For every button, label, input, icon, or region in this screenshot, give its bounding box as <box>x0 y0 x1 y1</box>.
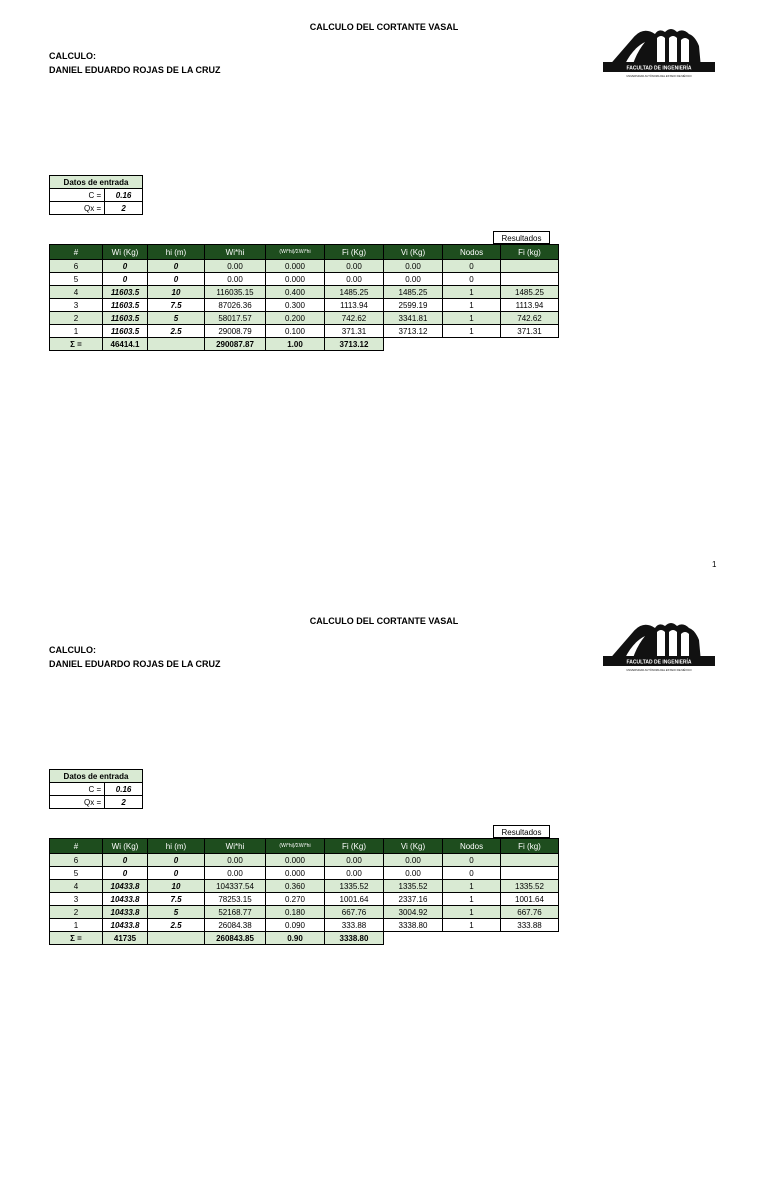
col-header: hi (m) <box>148 245 205 260</box>
table-cell: 1113.94 <box>501 299 559 312</box>
faculty-logo <box>603 618 715 674</box>
table-cell: 0 <box>443 273 501 286</box>
table-cell: 2.5 <box>148 325 205 338</box>
table-cell: 0.00 <box>325 854 384 867</box>
table-cell: 10433.8 <box>103 880 148 893</box>
col-header: Wi (Kg) <box>103 245 148 260</box>
table-cell: 1335.52 <box>325 880 384 893</box>
qx-value: 2 <box>105 796 143 809</box>
table-row <box>50 312 559 325</box>
table-cell: 1 <box>443 286 501 299</box>
table-cell: 0.00 <box>205 867 266 880</box>
table-cell: 0 <box>103 260 148 273</box>
table-cell: 3338.80 <box>384 919 443 932</box>
col-header: Nodos <box>443 839 501 854</box>
qx-label: Qx = <box>50 202 105 215</box>
table-cell: 5 <box>50 273 103 286</box>
table-cell: 10 <box>148 880 205 893</box>
table-row <box>50 260 559 273</box>
table-cell: 2 <box>50 906 103 919</box>
sum-cell <box>148 932 205 945</box>
table-cell: 10 <box>148 286 205 299</box>
logo-text: FACULTAD DE INGENIERÍA <box>626 659 692 666</box>
table-cell: 2.5 <box>148 919 205 932</box>
table-cell: 5 <box>50 867 103 880</box>
logo-text: FACULTAD DE INGENIERÍA <box>626 65 692 72</box>
c-label: C = <box>50 783 105 796</box>
empty-cell <box>501 932 559 945</box>
col-header: (Wi*hi)/ΣWi*hi <box>266 245 325 260</box>
empty-cell <box>384 932 443 945</box>
sum-cell: 0.90 <box>266 932 325 945</box>
table-cell: 29008.79 <box>205 325 266 338</box>
table-cell: 78253.15 <box>205 893 266 906</box>
empty-cell <box>443 338 501 351</box>
table-cell: 742.62 <box>501 312 559 325</box>
table-cell: 0.360 <box>266 880 325 893</box>
table-cell: 7.5 <box>148 299 205 312</box>
table-row <box>50 867 559 880</box>
table-cell: 7.5 <box>148 893 205 906</box>
table-cell: 1335.52 <box>501 880 559 893</box>
table-cell: 1335.52 <box>384 880 443 893</box>
results-header: Resultados <box>493 231 550 244</box>
table-cell: 667.76 <box>325 906 384 919</box>
table-cell: 1113.94 <box>325 299 384 312</box>
col-header: Fi (kg) <box>501 245 559 260</box>
table-row <box>50 906 559 919</box>
table-cell: 0 <box>103 273 148 286</box>
col-header: Fi (kg) <box>501 839 559 854</box>
table-cell: 0 <box>443 867 501 880</box>
table-row <box>50 893 559 906</box>
input-data-table <box>49 769 143 809</box>
author-name: DANIEL EDUARDO ROJAS DE LA CRUZ <box>49 659 221 669</box>
table-cell: 2 <box>50 312 103 325</box>
table-cell: 0.270 <box>266 893 325 906</box>
page-number: 1 <box>712 560 717 569</box>
col-header: Wi*hi <box>205 839 266 854</box>
table-cell: 4 <box>50 286 103 299</box>
shear-table <box>49 244 559 351</box>
table-cell: 6 <box>50 854 103 867</box>
table-cell: 333.88 <box>325 919 384 932</box>
faculty-logo <box>603 24 715 80</box>
table-cell: 104337.54 <box>205 880 266 893</box>
c-value: 0.16 <box>105 783 143 796</box>
table-cell: 0.000 <box>266 260 325 273</box>
table-cell: 10433.8 <box>103 906 148 919</box>
table-cell: 0.000 <box>266 867 325 880</box>
col-header: (Wi*hi)/ΣWi*hi <box>266 839 325 854</box>
table-cell: 4 <box>50 880 103 893</box>
sum-cell <box>148 338 205 351</box>
sum-cell: Σ = <box>50 932 103 945</box>
table-cell: 1485.25 <box>501 286 559 299</box>
sum-cell: 3338.80 <box>325 932 384 945</box>
table-cell: 0.000 <box>266 854 325 867</box>
table-cell: 0.300 <box>266 299 325 312</box>
table-cell: 1001.64 <box>325 893 384 906</box>
table-cell: 0.00 <box>384 867 443 880</box>
col-header: Nodos <box>443 245 501 260</box>
table-cell: 0.00 <box>205 854 266 867</box>
col-header: Fi (Kg) <box>325 839 384 854</box>
table-cell: 3004.92 <box>384 906 443 919</box>
table-cell: 1 <box>443 325 501 338</box>
table-cell: 0.00 <box>384 260 443 273</box>
table-cell: 0.00 <box>325 273 384 286</box>
table-cell <box>501 854 559 867</box>
sum-cell: 290087.87 <box>205 338 266 351</box>
table-cell: 1485.25 <box>325 286 384 299</box>
table-cell: 371.31 <box>501 325 559 338</box>
col-header: Fi (Kg) <box>325 245 384 260</box>
table-cell: 0.00 <box>384 854 443 867</box>
sum-cell: 41735 <box>103 932 148 945</box>
table-cell: 5 <box>148 312 205 325</box>
table-cell: 5 <box>148 906 205 919</box>
sum-cell: 3713.12 <box>325 338 384 351</box>
table-cell: 1485.25 <box>384 286 443 299</box>
calc-label: CALCULO: <box>49 51 96 61</box>
table-cell: 0.000 <box>266 273 325 286</box>
table-cell: 0.090 <box>266 919 325 932</box>
c-value: 0.16 <box>105 189 143 202</box>
table-row <box>50 854 559 867</box>
logo-subtext: UNIVERSIDAD AUTÓNOMA DEL ESTADO DE MÉXICO <box>626 669 692 672</box>
table-cell: 2337.16 <box>384 893 443 906</box>
sum-row <box>50 338 559 351</box>
table-cell: 11603.5 <box>103 325 148 338</box>
table-cell: 0 <box>103 867 148 880</box>
table-cell: 10433.8 <box>103 919 148 932</box>
input-data-table <box>49 175 143 215</box>
table-cell: 371.31 <box>325 325 384 338</box>
table-cell: 333.88 <box>501 919 559 932</box>
table-row <box>50 880 559 893</box>
input-header: Datos de entrada <box>50 176 143 189</box>
table-cell: 1 <box>50 919 103 932</box>
table-cell: 1 <box>443 906 501 919</box>
shear-table <box>49 838 559 945</box>
table-cell: 1 <box>443 299 501 312</box>
table-cell: 0.00 <box>205 273 266 286</box>
table-cell: 0.00 <box>325 260 384 273</box>
table-cell: 1 <box>50 325 103 338</box>
page-title: CALCULO DEL CORTANTE VASAL <box>309 22 459 32</box>
author-name: DANIEL EDUARDO ROJAS DE LA CRUZ <box>49 65 221 75</box>
table-cell: 58017.57 <box>205 312 266 325</box>
sum-cell: 260843.85 <box>205 932 266 945</box>
table-cell: 0 <box>148 867 205 880</box>
sum-cell: Σ = <box>50 338 103 351</box>
table-cell: 0 <box>148 854 205 867</box>
table-cell: 116035.15 <box>205 286 266 299</box>
table-cell: 0 <box>103 854 148 867</box>
table-cell: 3 <box>50 299 103 312</box>
sum-cell: 46414.1 <box>103 338 148 351</box>
col-header: # <box>50 839 103 854</box>
table-cell: 667.76 <box>501 906 559 919</box>
table-cell: 0.180 <box>266 906 325 919</box>
qx-value: 2 <box>105 202 143 215</box>
table-cell: 87026.36 <box>205 299 266 312</box>
table-cell: 11603.5 <box>103 299 148 312</box>
table-cell: 1 <box>443 919 501 932</box>
empty-cell <box>384 338 443 351</box>
table-cell: 11603.5 <box>103 286 148 299</box>
table-cell: 0 <box>443 260 501 273</box>
table-cell: 0.00 <box>384 273 443 286</box>
input-header: Datos de entrada <box>50 770 143 783</box>
table-cell: 0 <box>443 854 501 867</box>
col-header: # <box>50 245 103 260</box>
table-row <box>50 273 559 286</box>
table-cell: 10433.8 <box>103 893 148 906</box>
table-cell: 0.200 <box>266 312 325 325</box>
table-cell: 1 <box>443 880 501 893</box>
col-header: Vi (Kg) <box>384 839 443 854</box>
sum-row <box>50 932 559 945</box>
table-cell <box>501 273 559 286</box>
qx-label: Qx = <box>50 796 105 809</box>
table-cell: 0 <box>148 260 205 273</box>
table-cell <box>501 260 559 273</box>
author-block <box>49 643 221 671</box>
col-header: Wi*hi <box>205 245 266 260</box>
col-header: Vi (Kg) <box>384 245 443 260</box>
empty-cell <box>501 338 559 351</box>
table-cell: 0 <box>148 273 205 286</box>
table-cell: 0.400 <box>266 286 325 299</box>
table-cell: 3341.81 <box>384 312 443 325</box>
table-cell: 0.00 <box>325 867 384 880</box>
table-cell: 3 <box>50 893 103 906</box>
table-row <box>50 286 559 299</box>
page-title: CALCULO DEL CORTANTE VASAL <box>309 616 459 626</box>
table-cell: 0.100 <box>266 325 325 338</box>
table-row <box>50 919 559 932</box>
author-block <box>49 49 221 77</box>
c-label: C = <box>50 189 105 202</box>
table-row <box>50 299 559 312</box>
table-cell: 11603.5 <box>103 312 148 325</box>
table-cell: 1 <box>443 312 501 325</box>
table-cell: 1001.64 <box>501 893 559 906</box>
table-cell: 26084.38 <box>205 919 266 932</box>
table-cell: 742.62 <box>325 312 384 325</box>
table-cell: 6 <box>50 260 103 273</box>
logo-subtext: UNIVERSIDAD AUTÓNOMA DEL ESTADO DE MÉXICO <box>626 75 692 78</box>
sum-cell: 1.00 <box>266 338 325 351</box>
table-cell <box>501 867 559 880</box>
page-2 <box>0 594 768 1188</box>
table-cell: 2599.19 <box>384 299 443 312</box>
col-header: hi (m) <box>148 839 205 854</box>
empty-cell <box>443 932 501 945</box>
results-header: Resultados <box>493 825 550 838</box>
table-cell: 1 <box>443 893 501 906</box>
calc-label: CALCULO: <box>49 645 96 655</box>
table-cell: 3713.12 <box>384 325 443 338</box>
table-row <box>50 325 559 338</box>
table-cell: 0.00 <box>205 260 266 273</box>
table-cell: 52168.77 <box>205 906 266 919</box>
col-header: Wi (Kg) <box>103 839 148 854</box>
